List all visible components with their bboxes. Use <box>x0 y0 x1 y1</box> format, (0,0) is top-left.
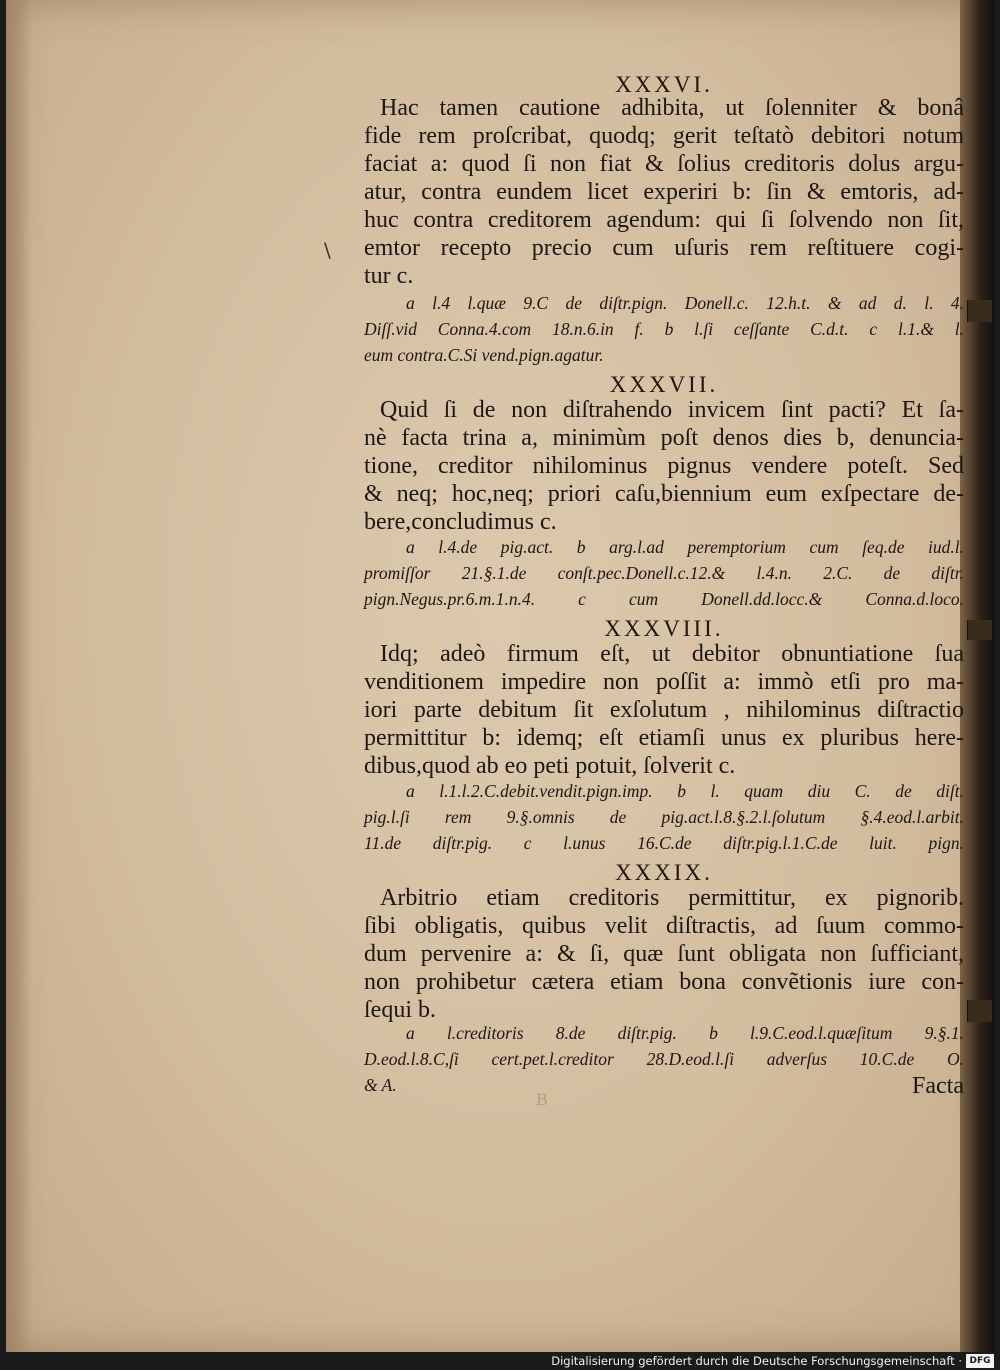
body-line: Quid ſi de non diſtrahendo invicem ſint pacti? Et ſa- <box>380 397 964 423</box>
note-line: a l.4 l.quæ 9.C de diſtr.pign. Donell.c. 12.h.t. & ad d. l. 4. <box>406 293 964 313</box>
body-line: emtor recepto precio cum uſuris rem reſtituere cogi- <box>364 235 964 261</box>
footer-credit: Digitalisierung gefördert durch die Deutsche Forschungsgemeinschaft · <box>551 1354 962 1368</box>
body-line: tione, creditor nihilominus pignus vendere poteſt. Sed <box>364 453 964 479</box>
body-line: Idq; adeò firmum eſt, ut debitor obnuntiatione ſua <box>380 641 964 667</box>
body-line: huc contra creditorem agendum: qui ſi ſolvendo non ſit, <box>364 207 964 233</box>
note-line: a l.creditoris 8.de diſtr.pig. b l.9.C.eod.l.quæſitum 9.§.1. <box>406 1023 964 1043</box>
note-line: pig.l.ſi rem 9.§.omnis de pig.act.l.8.§.2.l.ſolutum §.4.eod.l.arbit. <box>364 807 964 827</box>
section-heading: XXXIX. <box>615 860 713 885</box>
body-line: & neq; hoc,neq; priori caſu,biennium eum exſpectare de- <box>364 481 964 507</box>
body-line: nè facta trina a, minimùm poſt denos dies b, denuncia- <box>364 425 964 451</box>
spine-tab <box>967 1000 992 1022</box>
note-line: 11.de diſtr.pig. c l.unus 16.C.de diſtr.pig.l.1.C.de luit. pign. <box>364 833 964 853</box>
note-line: & A. <box>364 1075 397 1095</box>
note-line: D.eod.l.8.C,ſi cert.pet.l.creditor 28.D.eod.l.ſi adverſus 10.C.de O. <box>364 1049 964 1069</box>
spine-tab <box>967 620 992 640</box>
body-line: atur, contra eundem licet experiri b: ſin & emtoris, ad- <box>364 179 964 205</box>
note-line: Diſſ.vid Conna.4.com 18.n.6.in f. b l.ſi ceſſante C.d.t. c l.1.& l. <box>364 319 964 339</box>
body-line: ſibi obligatis, quibus velit diſtractis, ad ſuum commo- <box>364 913 964 939</box>
section-heading: XXXVIII. <box>604 616 724 641</box>
body-line: iori parte debitum ſit exſolutum , nihilominus diſtractio <box>364 697 964 723</box>
section-heading: XXXVI. <box>615 72 713 97</box>
body-line: ſequi b. <box>364 997 436 1023</box>
note-line: a l.4.de pig.act. b arg.l.ad peremptorium cum ſeq.de iud.l. <box>406 537 964 557</box>
spine-tab <box>967 300 992 322</box>
body-line: bere,concludimus c. <box>364 509 557 535</box>
body-line: permittitur b: idemq; eſt etiamſi unus ex pluribus here- <box>364 725 964 751</box>
book-spine <box>960 0 994 1352</box>
body-line: dum pervenire a: & ſi, quæ ſunt obligata non ſufficiant, <box>364 941 964 967</box>
note-line: eum contra.C.Si vend.pign.agatur. <box>364 345 604 365</box>
margin-mark: \ <box>324 238 331 262</box>
section-heading: XXXVII. <box>609 372 719 397</box>
body-line: dibus,quod ab eo peti potuit, ſolverit c. <box>364 753 736 779</box>
signature-mark: B <box>536 1090 554 1109</box>
body-line: faciat a: quod ſi non fiat & ſolius creditoris dolus argu- <box>364 151 964 177</box>
dfg-logo-icon: DFG <box>966 1354 994 1368</box>
note-line: promiſſor 21.§.1.de conſt.pec.Donell.c.12.& l.4.n. 2.C. de diſtr. <box>364 563 964 583</box>
note-line: a l.1.l.2.C.debit.vendit.pign.imp. b l. quam diu C. de diſt. <box>406 781 964 801</box>
body-line: fide rem proſcribat, quodq; gerit teſtatò debitori notum <box>364 123 964 149</box>
body-line: venditionem impedire non poſſit a: immò etſi pro ma- <box>364 669 964 695</box>
body-line: tur c. <box>364 263 414 289</box>
body-line: non prohibetur cætera etiam bona convẽtionis iure con- <box>364 969 964 995</box>
note-line: pign.Negus.pr.6.m.1.n.4. c cum Donell.dd.locc.& Conna.d.loco. <box>364 589 964 609</box>
book-page <box>6 0 994 1352</box>
body-line: Hac tamen cautione adhibita, ut ſolenniter & bonâ <box>380 95 964 121</box>
footer-bar <box>0 1352 1000 1370</box>
body-line: Arbitrio etiam creditoris permittitur, ex pignorib. <box>380 885 964 911</box>
catchword: Facta <box>912 1073 964 1099</box>
